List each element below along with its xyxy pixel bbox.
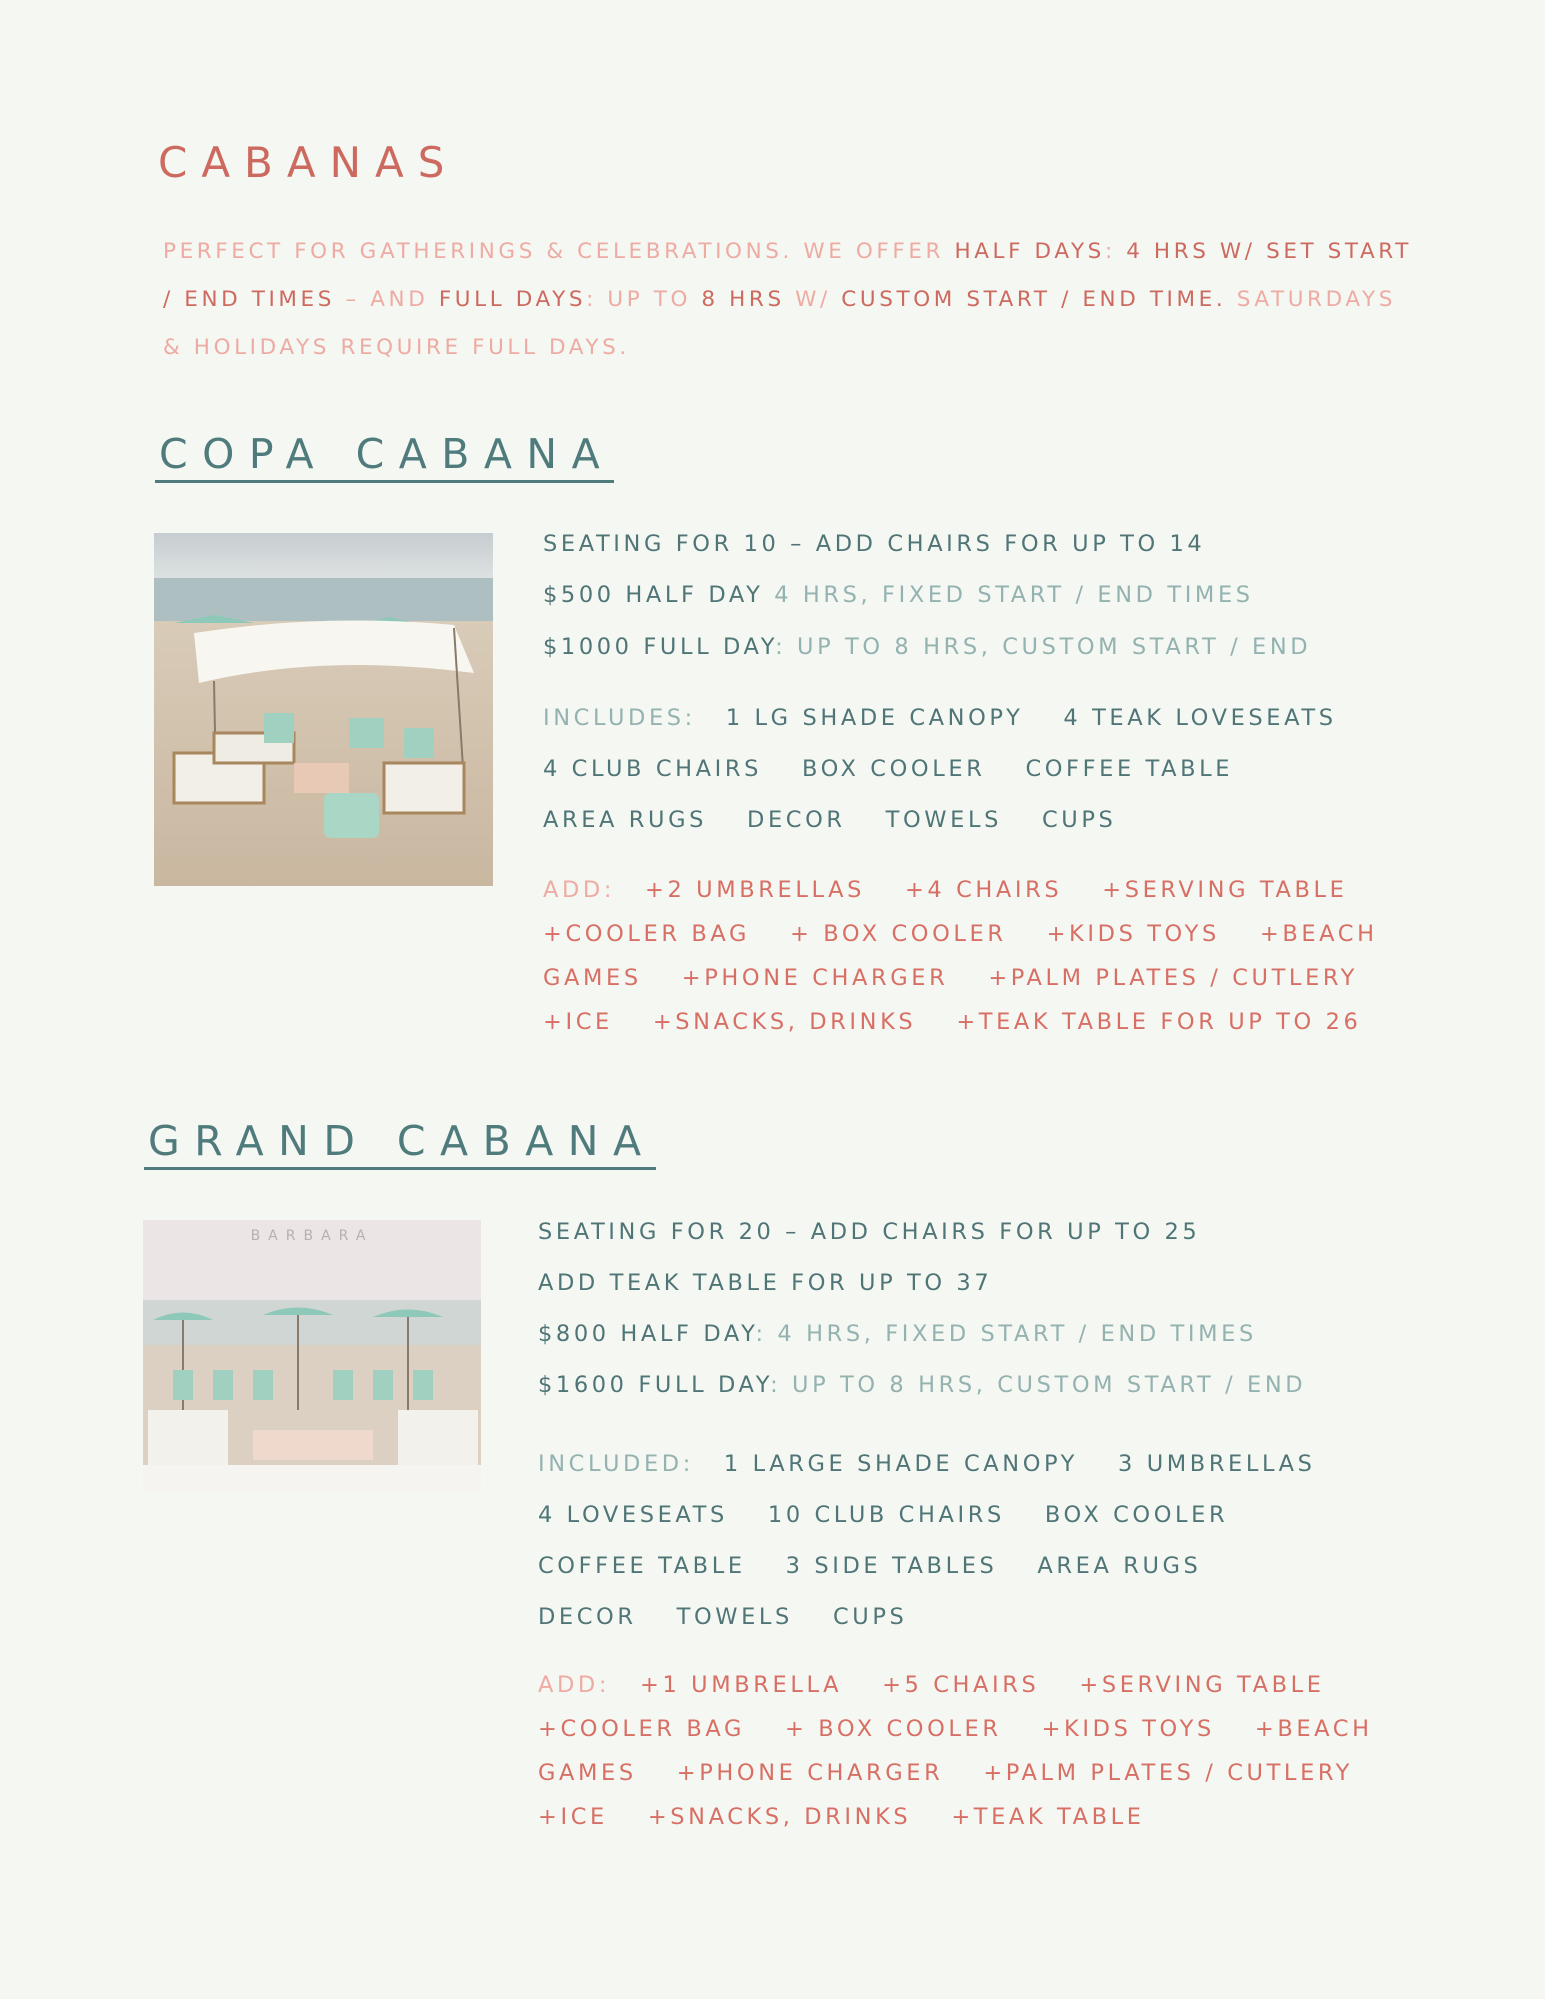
grand-included-item: 1 LARGE SHADE CANOPY bbox=[723, 1451, 1079, 1477]
copa-full-price: $1000 FULL DAY bbox=[543, 634, 776, 660]
copa-add-on-item-row bbox=[543, 921, 1378, 947]
copa-included-item: 4 CLUB CHAIRS bbox=[543, 756, 763, 782]
grand-add-on-item: +PALM PLATES / CUTLERY bbox=[983, 1760, 1354, 1786]
copa-included-item: TOWELS bbox=[885, 807, 1002, 833]
copa-included-item: BOX COOLER bbox=[802, 756, 986, 782]
grand-add-on-item: GAMES bbox=[538, 1760, 637, 1786]
grand-add-on-item: +SERVING TABLE bbox=[1079, 1672, 1325, 1698]
copa-add-on-item: +TEAK TABLE FOR UP TO 26 bbox=[956, 1009, 1362, 1035]
canopy-sign-text: BARBARA bbox=[250, 1228, 374, 1244]
grand-add-on-item: +SNACKS, DRINKS bbox=[647, 1804, 912, 1830]
grand-included-item: 4 LOVESEATS bbox=[538, 1502, 728, 1528]
grand-included-item: DECOR bbox=[538, 1604, 637, 1630]
copa-included-item: DECOR bbox=[747, 807, 846, 833]
grand-full-day bbox=[538, 1372, 1306, 1398]
intro-segment: CUSTOM START / END TIME. bbox=[841, 287, 1227, 312]
copa-add-on-item: +SNACKS, DRINKS bbox=[652, 1009, 917, 1035]
intro-segment: W/ SET START / END TIMES bbox=[163, 239, 1412, 312]
grand-seating: SEATING FOR 20 – ADD CHAIRS FOR UP TO 25 bbox=[538, 1219, 1201, 1245]
grand-add-on-item-row bbox=[538, 1760, 1353, 1786]
copa-add-on-item: +PHONE CHARGER bbox=[681, 965, 949, 991]
copa-add-label: ADD: bbox=[543, 877, 616, 903]
grand-included-item: AREA RUGS bbox=[1037, 1553, 1202, 1579]
intro-segment: : bbox=[1104, 239, 1127, 264]
intro-paragraph bbox=[163, 228, 1423, 372]
grand-half-price: $800 HALF DAY bbox=[538, 1321, 756, 1347]
copa-included-item: 1 LG SHADE CANOPY bbox=[725, 705, 1024, 731]
intro-segment: : UP TO bbox=[586, 287, 702, 312]
intro-segment: FULL DAYS bbox=[438, 287, 587, 312]
grand-add-on-item: +COOLER BAG bbox=[538, 1716, 745, 1742]
grand-included-item: 10 CLUB CHAIRS bbox=[767, 1502, 1005, 1528]
copa-half-day bbox=[543, 582, 1254, 608]
copa-add-on-item-row bbox=[543, 965, 1358, 991]
grand-add-on-item-row bbox=[538, 1804, 1145, 1830]
grand-add-on-item: +1 UMBRELLA bbox=[640, 1672, 843, 1698]
copa-included-item: 4 TEAK LOVESEATS bbox=[1063, 705, 1337, 731]
page-title: CABANAS bbox=[158, 138, 459, 187]
copa-included-item: COFFEE TABLE bbox=[1025, 756, 1234, 782]
grand-included-item: 3 SIDE TABLES bbox=[785, 1553, 998, 1579]
grand-cabana-photo bbox=[143, 1220, 481, 1492]
copa-included-item-row bbox=[543, 756, 1233, 782]
grand-teak-table: ADD TEAK TABLE FOR UP TO 37 bbox=[538, 1270, 993, 1296]
grand-add-on-item-row bbox=[538, 1672, 1325, 1698]
grand-full-desc: : UP TO 8 HRS, CUSTOM START / END bbox=[770, 1372, 1307, 1398]
copa-add-on-item: +BEACH bbox=[1259, 921, 1378, 947]
grand-included-item: 3 UMBRELLAS bbox=[1118, 1451, 1316, 1477]
copa-included-item: CUPS bbox=[1041, 807, 1117, 833]
grand-includes-label: INCLUDED: bbox=[538, 1451, 694, 1477]
copa-full-day bbox=[543, 634, 1311, 660]
copa-add-on-item: +4 CHAIRS bbox=[904, 877, 1063, 903]
grand-included-item: COFFEE TABLE bbox=[538, 1553, 746, 1579]
copa-full-desc: : UP TO 8 HRS, CUSTOM START / END bbox=[775, 634, 1312, 660]
copa-cabana-photo bbox=[154, 533, 493, 886]
grand-add-on-item-row bbox=[538, 1716, 1373, 1742]
copa-includes-label: INCLUDES: bbox=[543, 705, 696, 731]
copa-add-on-item: + BOX COOLER bbox=[790, 921, 1007, 947]
grand-add-on-item: +KIDS TOYS bbox=[1041, 1716, 1215, 1742]
copa-add-on-item: +COOLER BAG bbox=[543, 921, 750, 947]
grand-add-label: ADD: bbox=[538, 1672, 611, 1698]
grand-add-on-item: + BOX COOLER bbox=[785, 1716, 1002, 1742]
grand-included-item: TOWELS bbox=[676, 1604, 793, 1630]
copa-cabana-title: COPA CABANA bbox=[155, 430, 614, 483]
copa-seating: SEATING FOR 10 – ADD CHAIRS FOR UP TO 14 bbox=[543, 531, 1206, 557]
grand-full-price: $1600 FULL DAY bbox=[538, 1372, 771, 1398]
copa-included-item: AREA RUGS bbox=[543, 807, 708, 833]
grand-included-item-row bbox=[538, 1553, 1201, 1579]
grand-add-on-item: +BEACH bbox=[1254, 1716, 1373, 1742]
copa-add-on-item: +ICE bbox=[543, 1009, 613, 1035]
intro-segment: PERFECT FOR GATHERINGS & CELEBRATIONS. WE OFFER bbox=[163, 239, 955, 264]
grand-included-item-row bbox=[538, 1502, 1228, 1528]
grand-add-on-item: +TEAK TABLE bbox=[951, 1804, 1145, 1830]
intro-segment: 8 HRS bbox=[701, 287, 785, 312]
grand-half-day bbox=[538, 1321, 1257, 1347]
grand-add-on-item: +PHONE CHARGER bbox=[676, 1760, 944, 1786]
intro-segment: 4 HRS bbox=[1126, 239, 1210, 264]
copa-add-on-item-row bbox=[543, 1009, 1361, 1035]
copa-add-on-item: GAMES bbox=[543, 965, 642, 991]
intro-segment: W/ bbox=[784, 287, 842, 312]
copa-included-item-row bbox=[543, 705, 1337, 731]
copa-included-item-row bbox=[543, 807, 1116, 833]
grand-add-on-item: +ICE bbox=[538, 1804, 608, 1830]
copa-add-on-item: +PALM PLATES / CUTLERY bbox=[988, 965, 1359, 991]
copa-add-on-item: +KIDS TOYS bbox=[1046, 921, 1220, 947]
copa-add-on-item: +2 UMBRELLAS bbox=[645, 877, 865, 903]
grand-included-item: BOX COOLER bbox=[1044, 1502, 1229, 1528]
grand-included-item: CUPS bbox=[832, 1604, 908, 1630]
copa-half-desc: 4 HRS, FIXED START / END TIMES bbox=[763, 582, 1254, 608]
copa-add-on-item-row bbox=[543, 877, 1347, 903]
copa-half-price: $500 HALF DAY bbox=[543, 582, 764, 608]
grand-half-desc: : 4 HRS, FIXED START / END TIMES bbox=[755, 1321, 1257, 1347]
grand-cabana-title: GRAND CABANA bbox=[144, 1117, 656, 1170]
copa-add-on-item: +SERVING TABLE bbox=[1102, 877, 1348, 903]
intro-segment: SATURDAYS & HOLIDAYS REQUIRE FULL DAYS. bbox=[163, 287, 1396, 360]
grand-included-item-row bbox=[538, 1604, 907, 1630]
grand-add-on-item: +5 CHAIRS bbox=[882, 1672, 1040, 1698]
intro-segment: HALF DAYS bbox=[954, 239, 1105, 264]
grand-included-item-row bbox=[538, 1451, 1316, 1477]
intro-segment: – AND bbox=[335, 287, 439, 312]
